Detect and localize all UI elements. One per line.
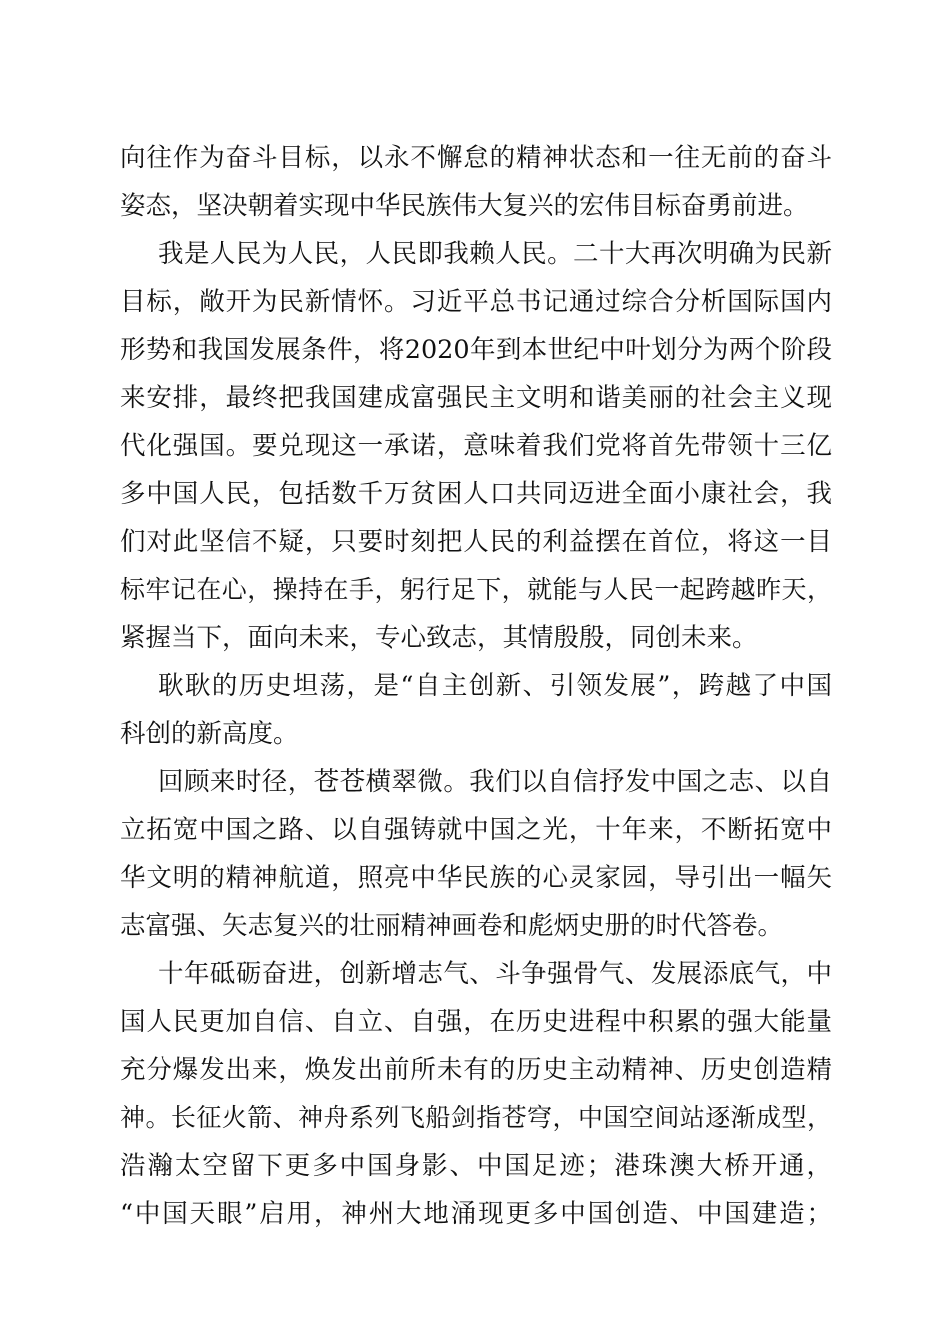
paragraph-line: 立拓宽中国之路、以自强铸就中国之光，十年来，不断拓宽中 — [120, 815, 832, 845]
paragraph-line: 形势和我国发展条件，将2020年到本世纪中叶划分为两个阶段 — [120, 335, 832, 365]
paragraph-line: 向往作为奋斗目标，以永不懈怠的精神状态和一往无前的奋斗 — [120, 143, 832, 173]
paragraph-line: 目标，敞开为民新情怀。习近平总书记通过综合分析国际国内 — [120, 287, 832, 317]
paragraph-line: 姿态，坚决朝着实现中华民族伟大复兴的宏伟目标奋勇前进。 — [120, 191, 809, 221]
paragraph-line: 科创的新高度。 — [120, 719, 299, 749]
paragraph-line: 紧握当下，面向未来，专心致志，其情殷殷，同创未来。 — [120, 623, 758, 653]
paragraph-line: 志富强、矢志复兴的壮丽精神画卷和彪炳史册的时代答卷。 — [120, 911, 784, 941]
paragraph-line: 我是人民为人民，人民即我赖人民。二十大再次明确为民新 — [158, 239, 832, 269]
paragraph-line: 多中国人民，包括数千万贫困人口共同迈进全面小康社会，我 — [120, 479, 832, 509]
paragraph-line: 浩瀚太空留下更多中国身影、中国足迹；港珠澳大桥开通， — [120, 1151, 832, 1181]
paragraph-line: 回顾来时径，苍苍横翠微。我们以自信抒发中国之志、以自 — [158, 767, 832, 797]
paragraph-line: 十年砥砺奋进，创新增志气、斗争强骨气、发展添底气，中 — [158, 959, 832, 989]
paragraph-line: 代化强国。要兑现这一承诺，意味着我们党将首先带领十三亿 — [120, 431, 832, 461]
paragraph-line: 华文明的精神航道，照亮中华民族的心灵家园，导引出一幅矢 — [120, 863, 832, 893]
paragraph-line: 们对此坚信不疑，只要时刻把人民的利益摆在首位，将这一目 — [120, 527, 832, 557]
paragraph-line: 来安排，最终把我国建成富强民主文明和谐美丽的社会主义现 — [120, 383, 832, 413]
paragraph-line: “中国天眼”启用，神州大地涌现更多中国创造、中国建造； — [120, 1199, 832, 1229]
paragraph-line: 国人民更加自信、自立、自强，在历史进程中积累的强大能量 — [120, 1007, 832, 1037]
paragraph-line: 耿耿的历史坦荡，是“自主创新、引领发展”，跨越了中国 — [158, 671, 832, 701]
paragraph-line: 神。长征火箭、神舟系列飞船剑指苍穹，中国空间站逐渐成型， — [120, 1103, 832, 1132]
paragraph-line: 充分爆发出来，焕发出前所未有的历史主动精神、历史创造精 — [120, 1055, 832, 1085]
paragraph-line: 标牢记在心，操持在手，躬行足下，就能与人民一起跨越昨天， — [120, 575, 832, 604]
